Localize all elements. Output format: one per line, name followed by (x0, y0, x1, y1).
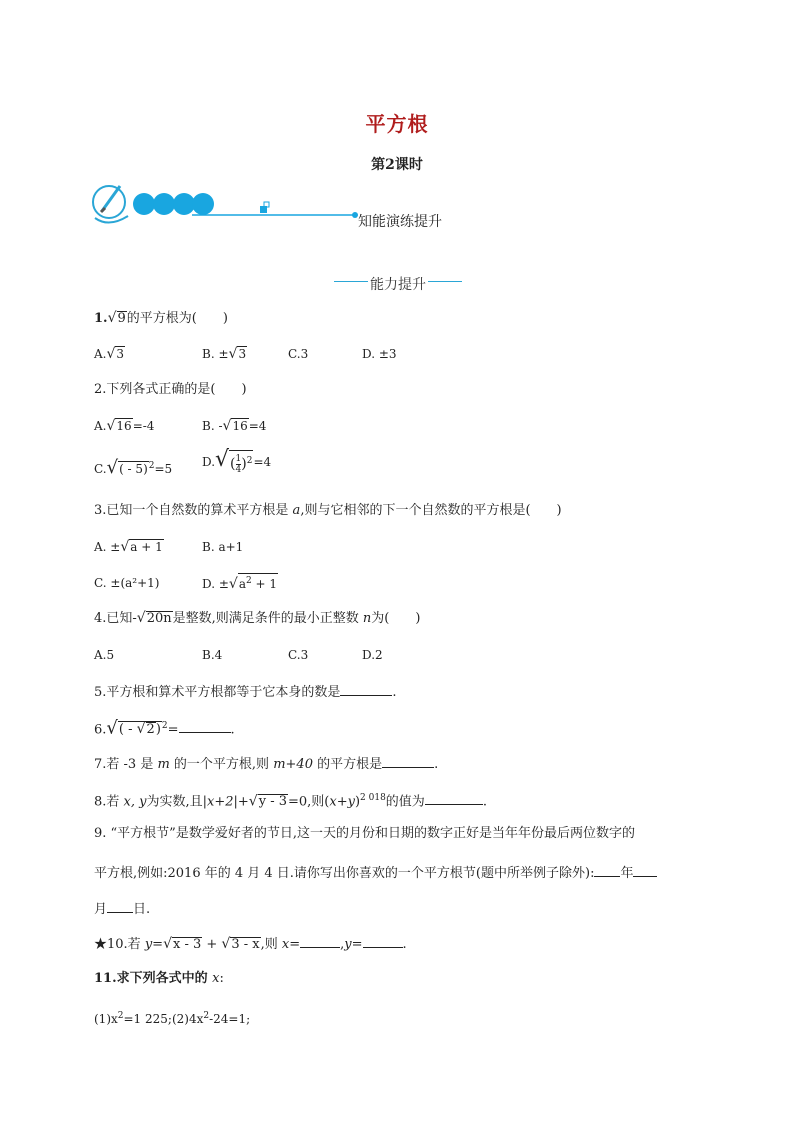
q2-option-b: B. -√16=4 (202, 418, 267, 434)
question-9-line-2: 平方根,例如:2016 年的 4 月 4 日.请你写出你喜欢的一个平方根节(题中所举例子除外): 年 (94, 862, 657, 884)
answer-blank[interactable] (425, 790, 483, 805)
star-icon: ★10.若 (94, 937, 145, 952)
dot-icon (153, 193, 175, 215)
question-8: 8.若 x, y为实数,且|x+2|+√y - 3=0,则$(x+y)^{2 018}$的值为 . (94, 788, 487, 812)
question-9-line-1: 9. “平方根节”是数学爱好者的节日,这一天的月份和日期的数字正好是当年年份最后两位数字的 (94, 826, 635, 841)
banner-label: 知能演练提升 (358, 214, 442, 230)
q3-option-d: D. $\pm√a^2 + 1$ (202, 573, 278, 594)
q3-option-c: C. ±(a²+1) (94, 576, 160, 590)
page-title: 平方根 (365, 112, 429, 136)
answer-blank-year[interactable] (594, 862, 620, 877)
dot-icon (133, 193, 155, 215)
question-11: 11.求下列各式中的 x: (94, 971, 224, 986)
section-rule-left (334, 281, 368, 282)
section-heading (334, 274, 462, 294)
radicand: 9 (117, 311, 126, 326)
question-9-line-3: 月 日. (94, 898, 150, 920)
dot-icon (192, 193, 214, 215)
q4-option-a: A.5 (94, 648, 115, 662)
question-3: 3.已知一个自然数的算术平方根是 a,则与它相邻的下一个自然数的平方根是( ) (94, 503, 562, 518)
q1-option-c: C.3 (288, 347, 309, 361)
answer-blank[interactable] (340, 681, 392, 696)
question-6: 6.√( - √2)$^2$= . (94, 717, 235, 739)
question-10: ★10.若 y=√x - 3 + √3 - x,则 x= ,y= . (94, 933, 407, 955)
lesson-subtitle: 第2课时 (371, 157, 423, 173)
answer-blank-day[interactable] (107, 898, 133, 913)
question-11-parts: $(1)x^2=1$ $225;(2)4x^2-24=1$; (94, 1011, 251, 1026)
answer-blank-month[interactable] (633, 862, 657, 877)
q4-option-c: C.3 (288, 648, 309, 662)
dot-icon (173, 193, 195, 215)
q3-option-b: B. a+1 (202, 540, 244, 554)
answer-blank-x[interactable] (300, 933, 340, 948)
q2-option-c: C.√( - 5)$^2$=5 (94, 457, 173, 478)
answer-blank[interactable] (382, 753, 434, 768)
question-4: 4.已知-√20n是整数,则满足条件的最小正整数 n为( ) (94, 610, 421, 626)
section-heading-text: 能力提升 (370, 277, 426, 293)
q2-option-a: A.√16=-4 (94, 418, 155, 434)
sqrt-sign: √ (107, 310, 117, 326)
answer-blank[interactable] (179, 718, 231, 733)
question-stem: 的平方根为( ) (126, 311, 228, 326)
q4-option-d: D.2 (362, 648, 383, 662)
question-7: 7.若 -3 是 m 的一个平方根,则 m+40 的平方根是 . (94, 753, 438, 775)
answer-blank-y[interactable] (363, 933, 403, 948)
q1-option-d: D. ±3 (362, 347, 397, 361)
q4-option-b: B.4 (202, 648, 223, 662)
q1-option-a: A.√3 (94, 346, 125, 362)
q3-option-a: A. ±√a + 1 (94, 539, 163, 555)
question-5: 5.平方根和算术平方根都等于它本身的数是 . (94, 681, 397, 703)
question-1 (94, 308, 228, 329)
question-number: 1. (94, 311, 108, 326)
section-rule-right (428, 281, 462, 282)
question-2: 2.下列各式正确的是( ) (94, 382, 247, 397)
q1-option-b: B. ±√3 (202, 346, 247, 362)
q2-option-d: D.√( $\frac{1}{4}$ )$^2$=4 (202, 447, 272, 475)
